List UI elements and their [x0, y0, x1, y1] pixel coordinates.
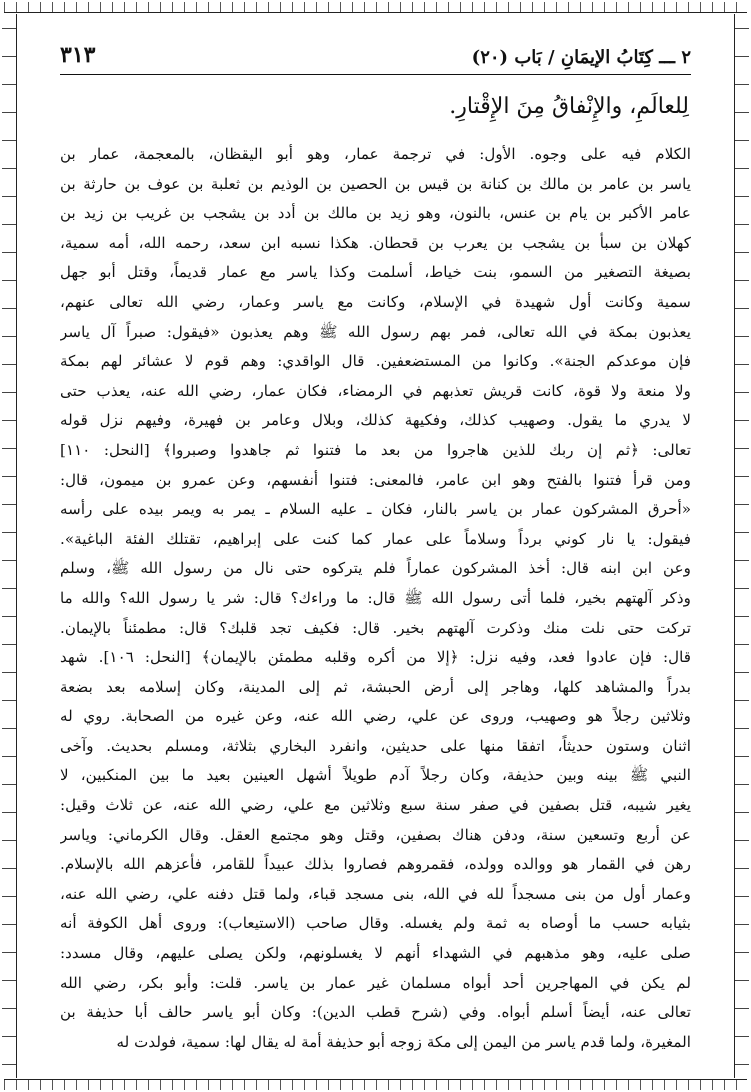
commentary-line: تعالى عنه، أيضاً أسلم أبواه. وفي (شرح قطب الدين): وكان أبو ياسر حالف أبا حذيفة بن	[60, 1003, 691, 1022]
commentary-line: رهن في القمار هو ووالده وولده، فقمروهم فصاروا بذلك عبيداً للقامر، فأعزهم الله بالإسلام.	[60, 855, 691, 874]
commentary-line: بدراً والمشاهد كلها، وهاجر إلى أرض الحبشة، ثم إلى المدينة، وكان إسلامه بعد بضعة	[60, 677, 691, 696]
ornamental-border-left	[2, 14, 17, 1078]
page-number: ٣١٣	[60, 42, 96, 68]
commentary-line: تركت حتى نلت منك وذكرت آلهتهم بخير. قال: فكيف تجد قلبك؟ قال: مطمئناً بالإيمان.	[60, 618, 691, 637]
commentary-line: النبي ﷺ بينه وبين حذيفة، وكان رجلاً آدم طويلاً أشهل العينين بعيد ما بين المنكبين، لا	[60, 766, 691, 785]
commentary-line: بصيغة التصغير من السمو، بنت خياط، أسلمت وكذا ياسر مع عمار قديماً، وقتل أبو جهل	[60, 263, 691, 282]
hadith-text: لِلعالَمِ، والإِنْفاقُ مِنَ الإِقْتارِ.	[449, 94, 689, 119]
commentary-line: بثيابه حسب ما أوصاه به ثمة ولم يغسله. وقال صاحب (الاستيعاب): وروى أهل الكوفة أنه	[60, 914, 691, 933]
commentary-line: وثلاثين رجلاً هو وصهيب، وروى عن علي، رضي الله عنه، وعن غيره من الصحابة. روي له	[60, 707, 691, 726]
ornamental-border-top	[4, 2, 747, 13]
commentary-line: ياسر بن عامر بن مالك بن كنانة بن قيس بن الحصين بن الوذيم بن ثعلبة بن عوف بن حارثة بن	[60, 174, 691, 193]
ornamental-border-bottom	[4, 1079, 747, 1090]
page-header	[60, 40, 691, 75]
commentary-line: وذكر آلهتهم بخير، فلما أتى رسول الله ﷺ قال: ما وراءك؟ قال: شر يا رسول الله؟ والله ما	[60, 588, 691, 607]
commentary-body	[60, 140, 691, 1057]
running-title: ٢ ـــ كِتَابُ الإيمَانِ / بَاب (٢٠)	[471, 47, 691, 68]
commentary-line: «أحرق المشركون عمار بن ياسر بالنار، فكان ـ عليه السلام ـ يمر به ويمر بيده على رأسه	[60, 500, 691, 519]
commentary-line: لم يكن في المهاجرين أحد أبواه مسلمان غير عمار بن ياسر. قلت: وأبو بكر، رضي الله	[60, 973, 691, 992]
commentary-line: عامر الأكبر بن يام بن عنس، بالنون، وهو زيد بن مالك بن أدد بن يشجب بن غريب بن زيد بن	[60, 204, 691, 223]
ornamental-border-right	[734, 14, 749, 1078]
commentary-line: الكلام فيه على وجوه. الأول: في ترجمة عمار، وهو أبو اليقظان، بالمعجمة، عمار بن	[60, 145, 691, 163]
commentary-line: ومن قرأ فتنوا بالفتح وهو ابن عامر، فالمعنى: فتنوا أنفسهم، وعن عمرو بن ميمون، قال:	[60, 470, 691, 489]
commentary-line: المغيرة، ولما قدم ياسر من اليمن إلى مكة زوجه أبو حذيفة أمة له يقال لها: سمية، فولدت له	[116, 1032, 691, 1051]
commentary-line: تعالى: ﴿ثم إن ربك للذين هاجروا من بعد ما فتنوا ثم جاهدوا وصبروا﴾ [النحل: ١١٠]	[60, 440, 691, 459]
commentary-line: قال: فإن عادوا فعد، وفيه نزل: ﴿إلا من أكره وقلبه مطمئن بالإيمان﴾ [النحل: ١٠٦]. شهد	[60, 648, 691, 667]
commentary-line: فإن موعدكم الجنة». وكانوا من المستضعفين. قال الواقدي: وهم قوم لا عشائر لهم بمكة	[60, 352, 691, 371]
commentary-line: اثنان وستون حديثاً، اتفقا منها على حديثين، وانفرد البخاري بثلاثة، ومسلم بحديث. وآخى	[60, 736, 691, 755]
commentary-line: وعن ابن ابنه قال: أخذ المشركون عماراً فلم يتركوه حتى نال من رسول الله ﷺ، وسلم	[60, 559, 691, 578]
commentary-line: صلى عليه، وهو مذهبهم في الشهداء أنهم لا يغسلونهم، ولكن يصلى عليهم، وقال مسدد:	[60, 944, 691, 963]
commentary-line: عن أربع وتسعين سنة، ودفن هناك بصفين، وقتل وهو مجتمع العقل. وقال الكرماني: وياسر	[60, 825, 691, 844]
commentary-line: سمية وكانت أول شهيدة في الإسلام، وكانت مع ياسر وعمار، رضي الله تعالى عنهم،	[60, 292, 691, 311]
commentary-line: كهلان بن سبأ بن يشجب بن يعرب بن قحطان. هكذا نسبه ابن سعد، رحمه الله، أمه سمية،	[60, 233, 691, 252]
commentary-line: وعمار أول من بنى مسجداً لله في الله، بنى مسجد قباء، ولما قتل دفنه علي، رضي الله عنه،	[60, 884, 691, 903]
commentary-line: يعذبون بمكة في الله تعالى، فمر بهم رسول الله ﷺ وهم يعذبون «فيقول: صبراً آل ياسر	[60, 322, 691, 341]
commentary-line: فيقول: يا نار كوني برداً وسلاماً على عمار كما كنت على إبراهيم، تقتلك الفئة الباغية».	[60, 529, 691, 548]
commentary-line: لا يدري ما يقول. وصهيب كذلك، وفكيهة كذلك، وبلال وعامر بن فهيرة، وفيهم نزل قوله	[60, 411, 691, 430]
commentary-line: يغير شيبه، قتل بصفين في صفر سنة سبع وثلاثين مع علي، رضي الله عنه، عن ثلاث وقيل:	[60, 796, 691, 815]
commentary-line: ولا منعة ولا قوة، كانت قريش تعذبهم في الرمضاء، فكان عمار، رضي الله عنه، يعذب حتى	[60, 381, 691, 400]
